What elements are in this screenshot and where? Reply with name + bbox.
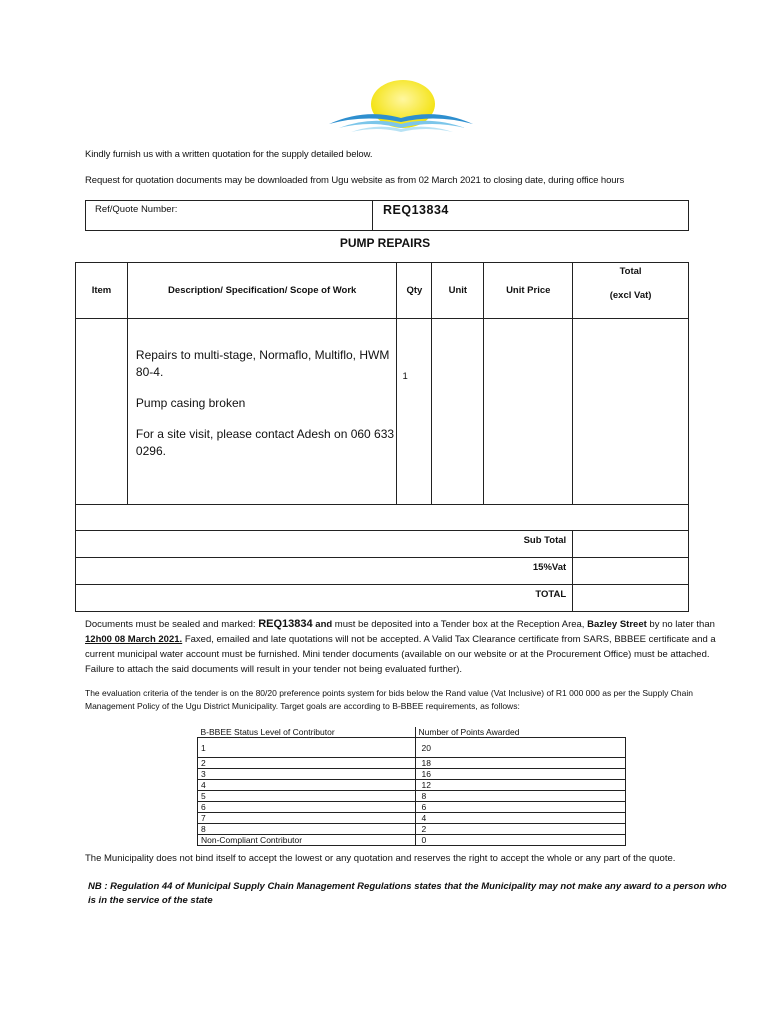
bbbee-points: 6 <box>415 802 626 813</box>
row-qty-cell: 1 <box>397 319 432 505</box>
description-line-3: For a site visit, please contact Adesh on 060 633 0296. <box>135 427 395 458</box>
table-row <box>198 780 626 791</box>
header-unit-price: Unit Price <box>484 263 573 319</box>
bbbee-points: 20 <box>415 738 626 758</box>
header-description: Description/ Specification/ Scope of Work <box>127 263 397 319</box>
municipality-note: The Municipality does not bind itself to accept the lowest or any quotation and reserves the right to accept the whole or any part of the quote. <box>85 853 676 864</box>
bbbee-points: 2 <box>415 824 626 835</box>
bbbee-level: 3 <box>198 769 416 780</box>
bbbee-header-row <box>198 727 626 738</box>
bbbee-level: 5 <box>198 791 416 802</box>
row-unit-price-cell <box>484 319 573 505</box>
submission-instructions <box>85 617 725 677</box>
bbbee-level: 1 <box>198 738 416 758</box>
bbbee-points: 12 <box>415 780 626 791</box>
doc-text-c: by no later than <box>646 619 715 630</box>
ref-divider <box>372 200 373 231</box>
total-label: TOTAL <box>76 585 573 612</box>
total-value <box>573 585 689 612</box>
bbbee-level: Non-Compliant Contributor <box>198 835 416 846</box>
intro-line-1: Kindly furnish us with a written quotation for the supply detailed below. <box>85 149 373 160</box>
vat-row <box>76 558 689 585</box>
table-row <box>198 758 626 769</box>
municipality-logo <box>325 78 477 134</box>
vat-label: 15%Vat <box>76 558 573 585</box>
row-description-cell <box>127 319 397 505</box>
table-row <box>76 319 689 505</box>
bbbee-points-table <box>197 727 626 846</box>
table-row <box>198 791 626 802</box>
items-table <box>75 262 689 612</box>
nb-regulation-note: NB : Regulation 44 of Municipal Supply Chain Management Regulations states that the Municipality may not make any award to a person who is in the service of the state <box>88 881 727 906</box>
doc-text-p2: Faxed, emailed and late quotations will not be accepted. A Valid Tax Clearance certificate from SARS, BBBEE certificate and a current municipal water account must be furnished. Mini tender documents (available on our website or at the Procurement Office) must be attached. Failure to attach the said documents will result in your tender not being evaluated further). <box>85 634 716 675</box>
sub-total-row <box>76 531 689 558</box>
table-row <box>198 813 626 824</box>
spacer-row <box>76 505 689 531</box>
evaluation-criteria: The evaluation criteria of the tender is on the 80/20 preference points system for bids below the Rand value (Vat Inclusive) of R1 000 000 as per the Supply Chain Management Policy of the Ugu District Municipality. Target goals are according to B-BBEE requirements, as follows: <box>85 688 693 711</box>
ref-label: Ref/Quote Number: <box>95 204 178 215</box>
page-title: PUMP REPAIRS <box>339 236 431 250</box>
row-unit-cell <box>432 319 484 505</box>
header-total-line1: Total <box>619 266 642 277</box>
bbbee-points: 0 <box>415 835 626 846</box>
bbbee-level: 8 <box>198 824 416 835</box>
row-total-cell <box>573 319 689 505</box>
header-item: Item <box>76 263 128 319</box>
doc-text-a: Documents must be sealed and marked: <box>85 619 259 630</box>
vat-value <box>573 558 689 585</box>
header-qty: Qty <box>397 263 432 319</box>
description-line-1: Repairs to multi-stage, Normaflo, Multiflo, HWM 80-4. <box>135 348 390 379</box>
bbbee-points: 16 <box>415 769 626 780</box>
doc-ref-number: REQ13834 <box>258 618 313 630</box>
header-unit: Unit <box>432 263 484 319</box>
table-header-row <box>76 263 689 319</box>
bbbee-points: 4 <box>415 813 626 824</box>
table-row <box>198 835 626 846</box>
doc-text-b: must be deposited into a Tender box at the Reception Area, <box>332 619 588 630</box>
bbbee-level: 7 <box>198 813 416 824</box>
sub-total-label: Sub Total <box>76 531 573 558</box>
sub-total-value <box>573 531 689 558</box>
table-row <box>198 824 626 835</box>
header-total <box>573 263 689 319</box>
deadline: 12h00 08 March 2021. <box>85 634 183 645</box>
bbbee-level: 6 <box>198 802 416 813</box>
bbbee-col2-header: Number of Points Awarded <box>415 727 626 738</box>
total-row <box>76 585 689 612</box>
bbbee-points: 18 <box>415 758 626 769</box>
intro-line-2: Request for quotation documents may be downloaded from Ugu website as from 02 March 2021 to closing date, during office hours <box>85 175 625 186</box>
table-row <box>198 769 626 780</box>
doc-and: and <box>312 619 333 630</box>
bbbee-level: 4 <box>198 780 416 791</box>
doc-street: Bazley Street <box>587 619 647 630</box>
description-line-2: Pump casing broken <box>135 396 246 410</box>
bbbee-level: 2 <box>198 758 416 769</box>
ref-number: REQ13834 <box>383 203 449 217</box>
bbbee-col1-header: B-BBEE Status Level of Contributor <box>198 727 416 738</box>
bbbee-points: 8 <box>415 791 626 802</box>
row-item-cell <box>76 319 128 505</box>
table-row <box>198 802 626 813</box>
header-total-line2: (excl Vat) <box>609 290 652 301</box>
table-row <box>198 738 626 758</box>
